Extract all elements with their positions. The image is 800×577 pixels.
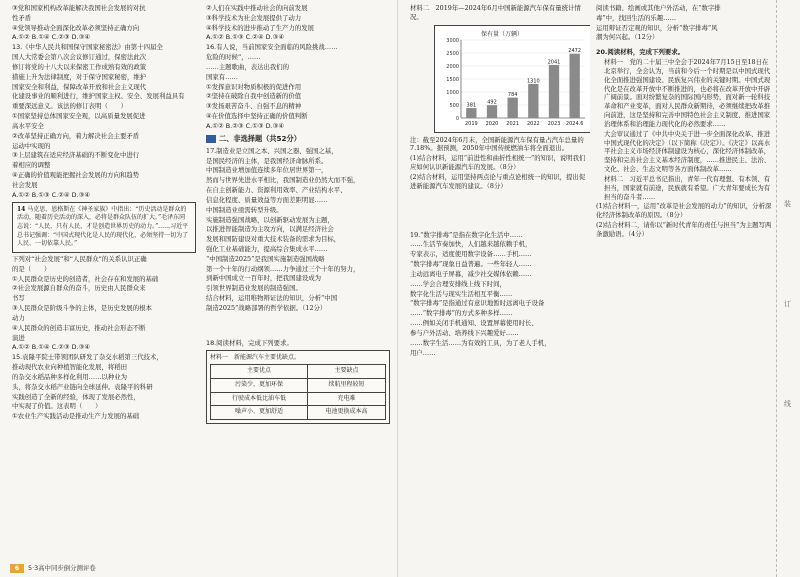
left-page bbox=[0, 0, 398, 577]
page-number: 6 bbox=[10, 564, 24, 573]
left-column-1 bbox=[12, 4, 196, 422]
text-line: 第一个十年的行动纲领……力争通过三个十年的努力， bbox=[206, 264, 360, 273]
text-line: 社会发展 bbox=[12, 180, 38, 189]
text-line: A.①② B.①④ C.②③ D.③④ bbox=[12, 343, 91, 352]
text-line: ①农业生产实践活动是推动生产力发展的基础 bbox=[12, 412, 140, 421]
bar bbox=[466, 108, 476, 118]
bar bbox=[549, 65, 559, 118]
text-line: 的是（ ） bbox=[12, 264, 51, 273]
text-line: A.①② B.①④ C.②③ D.③④ bbox=[12, 33, 91, 42]
question-15 bbox=[12, 353, 196, 421]
text-line: 潮为何兴起。（12分） bbox=[596, 33, 659, 42]
x-tick-label: 2019 bbox=[464, 120, 478, 127]
task-line: (2)结合材料二，请你以“新时代青年的责任与担当”为主题写两条激励语。（4分） bbox=[596, 221, 772, 238]
text-line: ③上层建筑在适应经济基础的不断变化中进行 bbox=[12, 151, 140, 160]
text-line: 国家安全和利益，保障改革开放和社会主义现代 bbox=[12, 82, 147, 91]
text-line: ④正确的价值观能把握社会发展的方向和趋势 bbox=[12, 171, 140, 180]
q14-number: 14 bbox=[17, 205, 26, 213]
text-line: ①发挥意识对物质积极的促进作用 bbox=[206, 82, 302, 91]
bar-data-label: 2472 bbox=[568, 47, 582, 54]
x-tick-label: 2023 bbox=[547, 120, 561, 127]
text-line: 发展和国防建设对重大技术装备的需求为目标， bbox=[206, 235, 341, 244]
text-line: 演进 bbox=[12, 333, 25, 342]
bar bbox=[487, 105, 497, 118]
page-footer bbox=[10, 564, 96, 573]
text-line: 高水平安全 bbox=[12, 121, 44, 130]
text-line: ……“数字排毒”的方式多种多样…… bbox=[410, 309, 513, 318]
question-20-tasks bbox=[596, 202, 772, 238]
right-column-2 bbox=[596, 4, 772, 240]
text-line: ③人民群众是阶级斗争的主体，是历史发展的根本 bbox=[12, 304, 152, 313]
y-tick-label: 3000 bbox=[446, 37, 459, 44]
text-line: ①国家坚持总体国家安全观，以高质量发展促进 bbox=[12, 112, 146, 121]
text-line: “数字排毒”现象日益普遍。一些年轻人…… bbox=[410, 260, 532, 269]
text-line: 书写 bbox=[12, 294, 25, 303]
text-line: 措施上升为法律制度，对于保守国家秘密，维护 bbox=[12, 72, 147, 81]
text-line: ……学会合理安排线上线下时间， bbox=[410, 279, 506, 288]
ev-chart-svg bbox=[435, 26, 590, 134]
text-line: ③党和国家机构改革能解决我国社会发展的对抗 bbox=[12, 4, 146, 12]
text-line: A.①② B.①③ C.②④ D.③④ bbox=[206, 33, 285, 42]
question-14-options bbox=[12, 255, 196, 352]
text-line: ④人民群众的创造丰富历史，推动社会形态不断 bbox=[12, 323, 146, 332]
text-line: 信息化程度、质量效益等方面差距明显…… bbox=[206, 195, 328, 204]
text-line: 是国民经济的主体，是我国经济命脉所系。 bbox=[206, 156, 328, 165]
bar-data-label: 492 bbox=[487, 99, 497, 106]
text-line: ④科学技术的进步推动了生产力的发展 bbox=[206, 23, 314, 32]
text-line: 动力 bbox=[12, 313, 25, 322]
x-tick-label: 2022 bbox=[526, 120, 540, 127]
right-page bbox=[398, 0, 800, 577]
text-line: “数字排毒”是指通过有意识地暂时远离电子设备 bbox=[410, 299, 545, 308]
task-line: (2)结合材料，运用坚持两点论与重点论相统一的知识，提出促进新能源汽车发展的建议。（8分） bbox=[410, 172, 586, 190]
ev-ownership-chart bbox=[434, 25, 590, 133]
text-line: ②人们在实践中推动社会的向前发展 bbox=[206, 4, 308, 12]
question-17 bbox=[206, 147, 390, 313]
text-line: 强化工业基础能力，提高综合集成水平…… bbox=[206, 244, 328, 253]
bar bbox=[508, 97, 518, 117]
x-tick-label: 2021 bbox=[506, 120, 520, 127]
q19-tail bbox=[596, 4, 772, 42]
binding-margin bbox=[776, 0, 800, 577]
text-line: 毒”中，找回生活的乐趣…… bbox=[596, 13, 676, 22]
text-line: ②社会发展源自群众的奋斗，历史由人民群众来 bbox=[12, 284, 146, 293]
text-line: A.①② B.①③ C.②④ D.③④ bbox=[12, 190, 91, 199]
text-line: 以推进智能制造为主攻方向，以满足经济社会 bbox=[206, 225, 334, 234]
section-marker-icon bbox=[206, 135, 216, 143]
y-tick-label: 1500 bbox=[446, 76, 459, 83]
bar-data-label: 784 bbox=[507, 91, 518, 98]
text-line: 主动远离电子屏幕，减少社交媒体依赖…… bbox=[410, 269, 532, 278]
text-line: 重要深远意义。该法的修订表明（ ） bbox=[12, 102, 128, 111]
question-14-quote-box bbox=[12, 202, 196, 253]
y-tick-label: 2500 bbox=[446, 50, 459, 57]
text-line: 15.袁隆平院士带领团队研发了杂交水稻第三代技术， bbox=[12, 353, 163, 362]
table-row: 噪声小、更加舒适 电池更换成本高 bbox=[211, 406, 386, 420]
bar bbox=[570, 53, 580, 117]
text-line: 国家有…… bbox=[206, 72, 238, 81]
text-line: ……数字生活……为有效的工具，为了老人手机， bbox=[410, 338, 551, 347]
q15-options bbox=[206, 4, 390, 42]
text-line: 制造2025”战略部署的哲学依据。（12分） bbox=[206, 303, 327, 312]
question-19 bbox=[410, 231, 590, 358]
text-line: ②坚持在破除自我中创造新的价值 bbox=[206, 92, 302, 101]
text-line: 实践创造了全新的经验，体现了发展必然性， bbox=[12, 392, 140, 401]
text-line: 用户…… bbox=[410, 348, 436, 357]
text-line: 修订将党的十八大以来保密工作成熟有效的政策 bbox=[12, 62, 147, 71]
q18-intro: 18.阅读材料，完成下列要求。 bbox=[206, 338, 293, 347]
right-column-1 bbox=[410, 4, 590, 358]
text-line: “中国制造2025”是我国实施制造强国战略 bbox=[206, 254, 325, 263]
text-line: 到新中国成立一百年时，把我国建设成为 bbox=[206, 274, 322, 283]
text-line: ③发扬艰苦奋斗、自强不息的精神 bbox=[206, 102, 302, 111]
question-18-tasks bbox=[410, 154, 590, 190]
text-line: 推动现代农业向种植智能化发展，将稻田 bbox=[12, 363, 128, 372]
y-tick-label: 500 bbox=[449, 102, 459, 109]
text-line: 中国制造业亟需转型升级。 bbox=[206, 205, 283, 214]
bar-data-label: 1310 bbox=[526, 78, 540, 85]
binding-char: 线 bbox=[784, 400, 791, 408]
text-line: 运动中实现的 bbox=[12, 141, 51, 150]
text-line: ④在价值选择中坚持正确的价值判断 bbox=[206, 112, 308, 121]
text-line: 性矛盾 bbox=[12, 13, 32, 22]
book-title: 5·3高中同步倒分测评卷 bbox=[28, 564, 96, 573]
text-line: 19.“数字排毒”是指在数字化生活中…… bbox=[410, 230, 523, 239]
bar-data-label: 2041 bbox=[547, 59, 561, 66]
text-line: 国人大常委会第八次会议修订通过，保密法此次 bbox=[12, 53, 147, 62]
text-line: ①人民群众是历史的创造者，社会存在和发展的基础 bbox=[12, 274, 159, 283]
task-line: (1)结合材料，运用“前进性和曲折性相统一”的知识，说明我们应如何认识新能源汽车的发展。（8分） bbox=[410, 154, 586, 172]
text-line: 17.制造业是立国之本、兴国之器、强国之基， bbox=[206, 146, 338, 155]
text-line: 下列对“社会发展”和“人民群众”的关系认识正确 bbox=[12, 255, 147, 263]
q12-options bbox=[12, 4, 196, 42]
task-line: (1)结合材料一，运用“改革是社会发展的动力”的知识，分析深化经济体制改革的原因。（8分） bbox=[596, 202, 772, 220]
text-line: 引领世界制造业发展的制造强国。 bbox=[206, 284, 302, 293]
q20-intro: 20.阅读材料，完成下列要求。 bbox=[596, 48, 685, 57]
material-1-box bbox=[206, 350, 390, 424]
bar bbox=[528, 84, 538, 118]
chart-title: 保有量（万辆） bbox=[481, 30, 524, 38]
q20-material-1: 材料一 党的二十届三中全会于2024年7月15日至18日在北京举行，全会认为，当前和今后一个时期是以中国式现代化全面推进强国建设、民族复兴伟业的关键时期。中国式现代化是在改革开放中不断推进的，也必将在改革开放中开辟广阔前景。面对纷繁复杂的国际国内形势，面对新一轮科技革命和产业变革，面对人民群众新期待，必须继续把改革推向前进，这是坚持和完善中国特色社会主义制度、推进国家治理体系和治理能力现代化的必然要求…… bbox=[604, 58, 771, 128]
table-header-cons: 主要缺点 bbox=[308, 365, 386, 379]
left-column-2 bbox=[206, 4, 390, 426]
ev-pros-cons-table bbox=[210, 364, 386, 420]
y-tick-label: 0 bbox=[455, 115, 459, 122]
material-1-heading: 材料一 新能源汽车主要优缺点。 bbox=[210, 353, 301, 361]
text-line: 运用辩证否定观的知识，分析“数字排毒”风 bbox=[596, 23, 718, 32]
text-line: 中实现了价值。这表明（ ） bbox=[12, 402, 102, 411]
y-tick-label: 2000 bbox=[446, 63, 459, 70]
x-tick-label: 2024.6 bbox=[565, 120, 584, 127]
text-line: ……主题歌曲，表达出我们的 bbox=[206, 62, 290, 71]
text-line: ……例如关闭手机通知、设置屏幕使用时长、 bbox=[410, 319, 538, 328]
text-line: 中国制造业增加值连续多年位居世界第一， bbox=[206, 166, 328, 175]
text-line: ③科学技术为社会发展提供了动力 bbox=[206, 13, 302, 22]
text-line: 危险的时候”，…… bbox=[206, 53, 261, 62]
chart-note: 注：截至2024年6月末，全国新能源汽车保有量占汽车总量的7.18%。据预测，2050年中国传统燃油车将全面退出。 bbox=[410, 135, 584, 153]
text-line: 化建设事业的顺利进行，维护国家主权、安全、发展利益具有 bbox=[12, 92, 185, 101]
text-line: 数字化生活与现实生活相互平衡…… bbox=[410, 289, 513, 298]
material-2-heading: 材料二 2019年—2024年6月中国新能源汽车保有量统计情况。 bbox=[410, 4, 581, 21]
text-line: 的杂交水稻品种多样化利用……以种业为 bbox=[12, 372, 128, 381]
q20-material-1b: 大会审议通过了《中共中央关于进一步全面深化改革、推进中国式现代化的决定》（以下简称《决定》）。《决定》以高水平社会主义市场经济体制建设为核心，深化经济体制改革，坚持和完善社会主义基本经济制度，……推进民主、法治、文化、社会、生态文明等各方面体制改革…… bbox=[604, 129, 771, 174]
text-line: 阅读书籍、绘画或其他户外活动，在“数字排 bbox=[596, 4, 721, 12]
y-tick-label: 1000 bbox=[446, 89, 459, 96]
table-header-pros: 主要优点 bbox=[211, 365, 308, 379]
text-line: 着相应的调整 bbox=[12, 161, 51, 170]
text-line: A.①② B.②③ C.①③ D.③④ bbox=[206, 121, 285, 130]
q14-quote-text: 马克思、恩格斯在《神圣家族》中指出：“历史活动是群众的活动，随着历史活动的深入，必将是群众队伍的扩大。”毛泽东同志说：“人民，只有人民，才是创造世界历史的动力。”……习近平总书记强调：“中国式现代化是人民的现代化，必须坚持一切为了人民、一切依靠人民。” bbox=[17, 205, 189, 248]
table-row: 行驶成本低比油车低 充电难 bbox=[211, 392, 386, 406]
binding-char: 装 bbox=[784, 200, 791, 208]
text-line: 在自主创新能力、资源利用效率、产业结构水平、 bbox=[206, 186, 347, 195]
text-line: 然而与世界先进水平相比，我国制造业仍然大而不强， bbox=[206, 176, 360, 185]
text-line: 头，将杂交水稻产业链向全球延伸。袁隆平的科研 bbox=[12, 382, 153, 391]
text-line: ……生活节奏加快，人们越来越依赖手机， bbox=[410, 240, 532, 249]
text-line: ④党领导推动全面深化改革必须坚持正确方向 bbox=[12, 23, 140, 32]
question-13 bbox=[12, 43, 196, 199]
bar-data-label: 381 bbox=[466, 102, 477, 109]
question-16 bbox=[206, 43, 390, 130]
text-line: 结合材料，运用唯物辩证法的知识，分析“中国 bbox=[206, 294, 338, 303]
text-line: 参与户外活动、培养线下兴趣爱好…… bbox=[410, 328, 519, 337]
text-line: 16.有人说，当前国家安全面临的风险挑战…… bbox=[206, 43, 338, 52]
q20-material-2: 材料二 习近平总书记指出，青年一代有理想、有本领、有担当，国家就有前途，民族就有希望。广大青年要成长为有担当的奋斗者…… bbox=[604, 174, 771, 201]
binding-char: 订 bbox=[784, 300, 791, 308]
table-row: 污染少、更加环保 续航里程较短 bbox=[211, 378, 386, 392]
text-line: 实施制造强国战略，以创新驱动发展为主题， bbox=[206, 215, 334, 224]
text-line: 专家表示，适度使用数字设备……手机…… bbox=[410, 250, 532, 259]
text-line: ②改革坚持正确方向，着力解决社会主要矛盾 bbox=[12, 131, 140, 140]
x-tick-label: 2020 bbox=[485, 120, 499, 127]
text-line: 13.《中华人民共和国保守国家秘密法》由第十四届全 bbox=[12, 43, 163, 52]
section-heading-nonchoice: 二、非选择题（共52分） bbox=[206, 134, 390, 144]
